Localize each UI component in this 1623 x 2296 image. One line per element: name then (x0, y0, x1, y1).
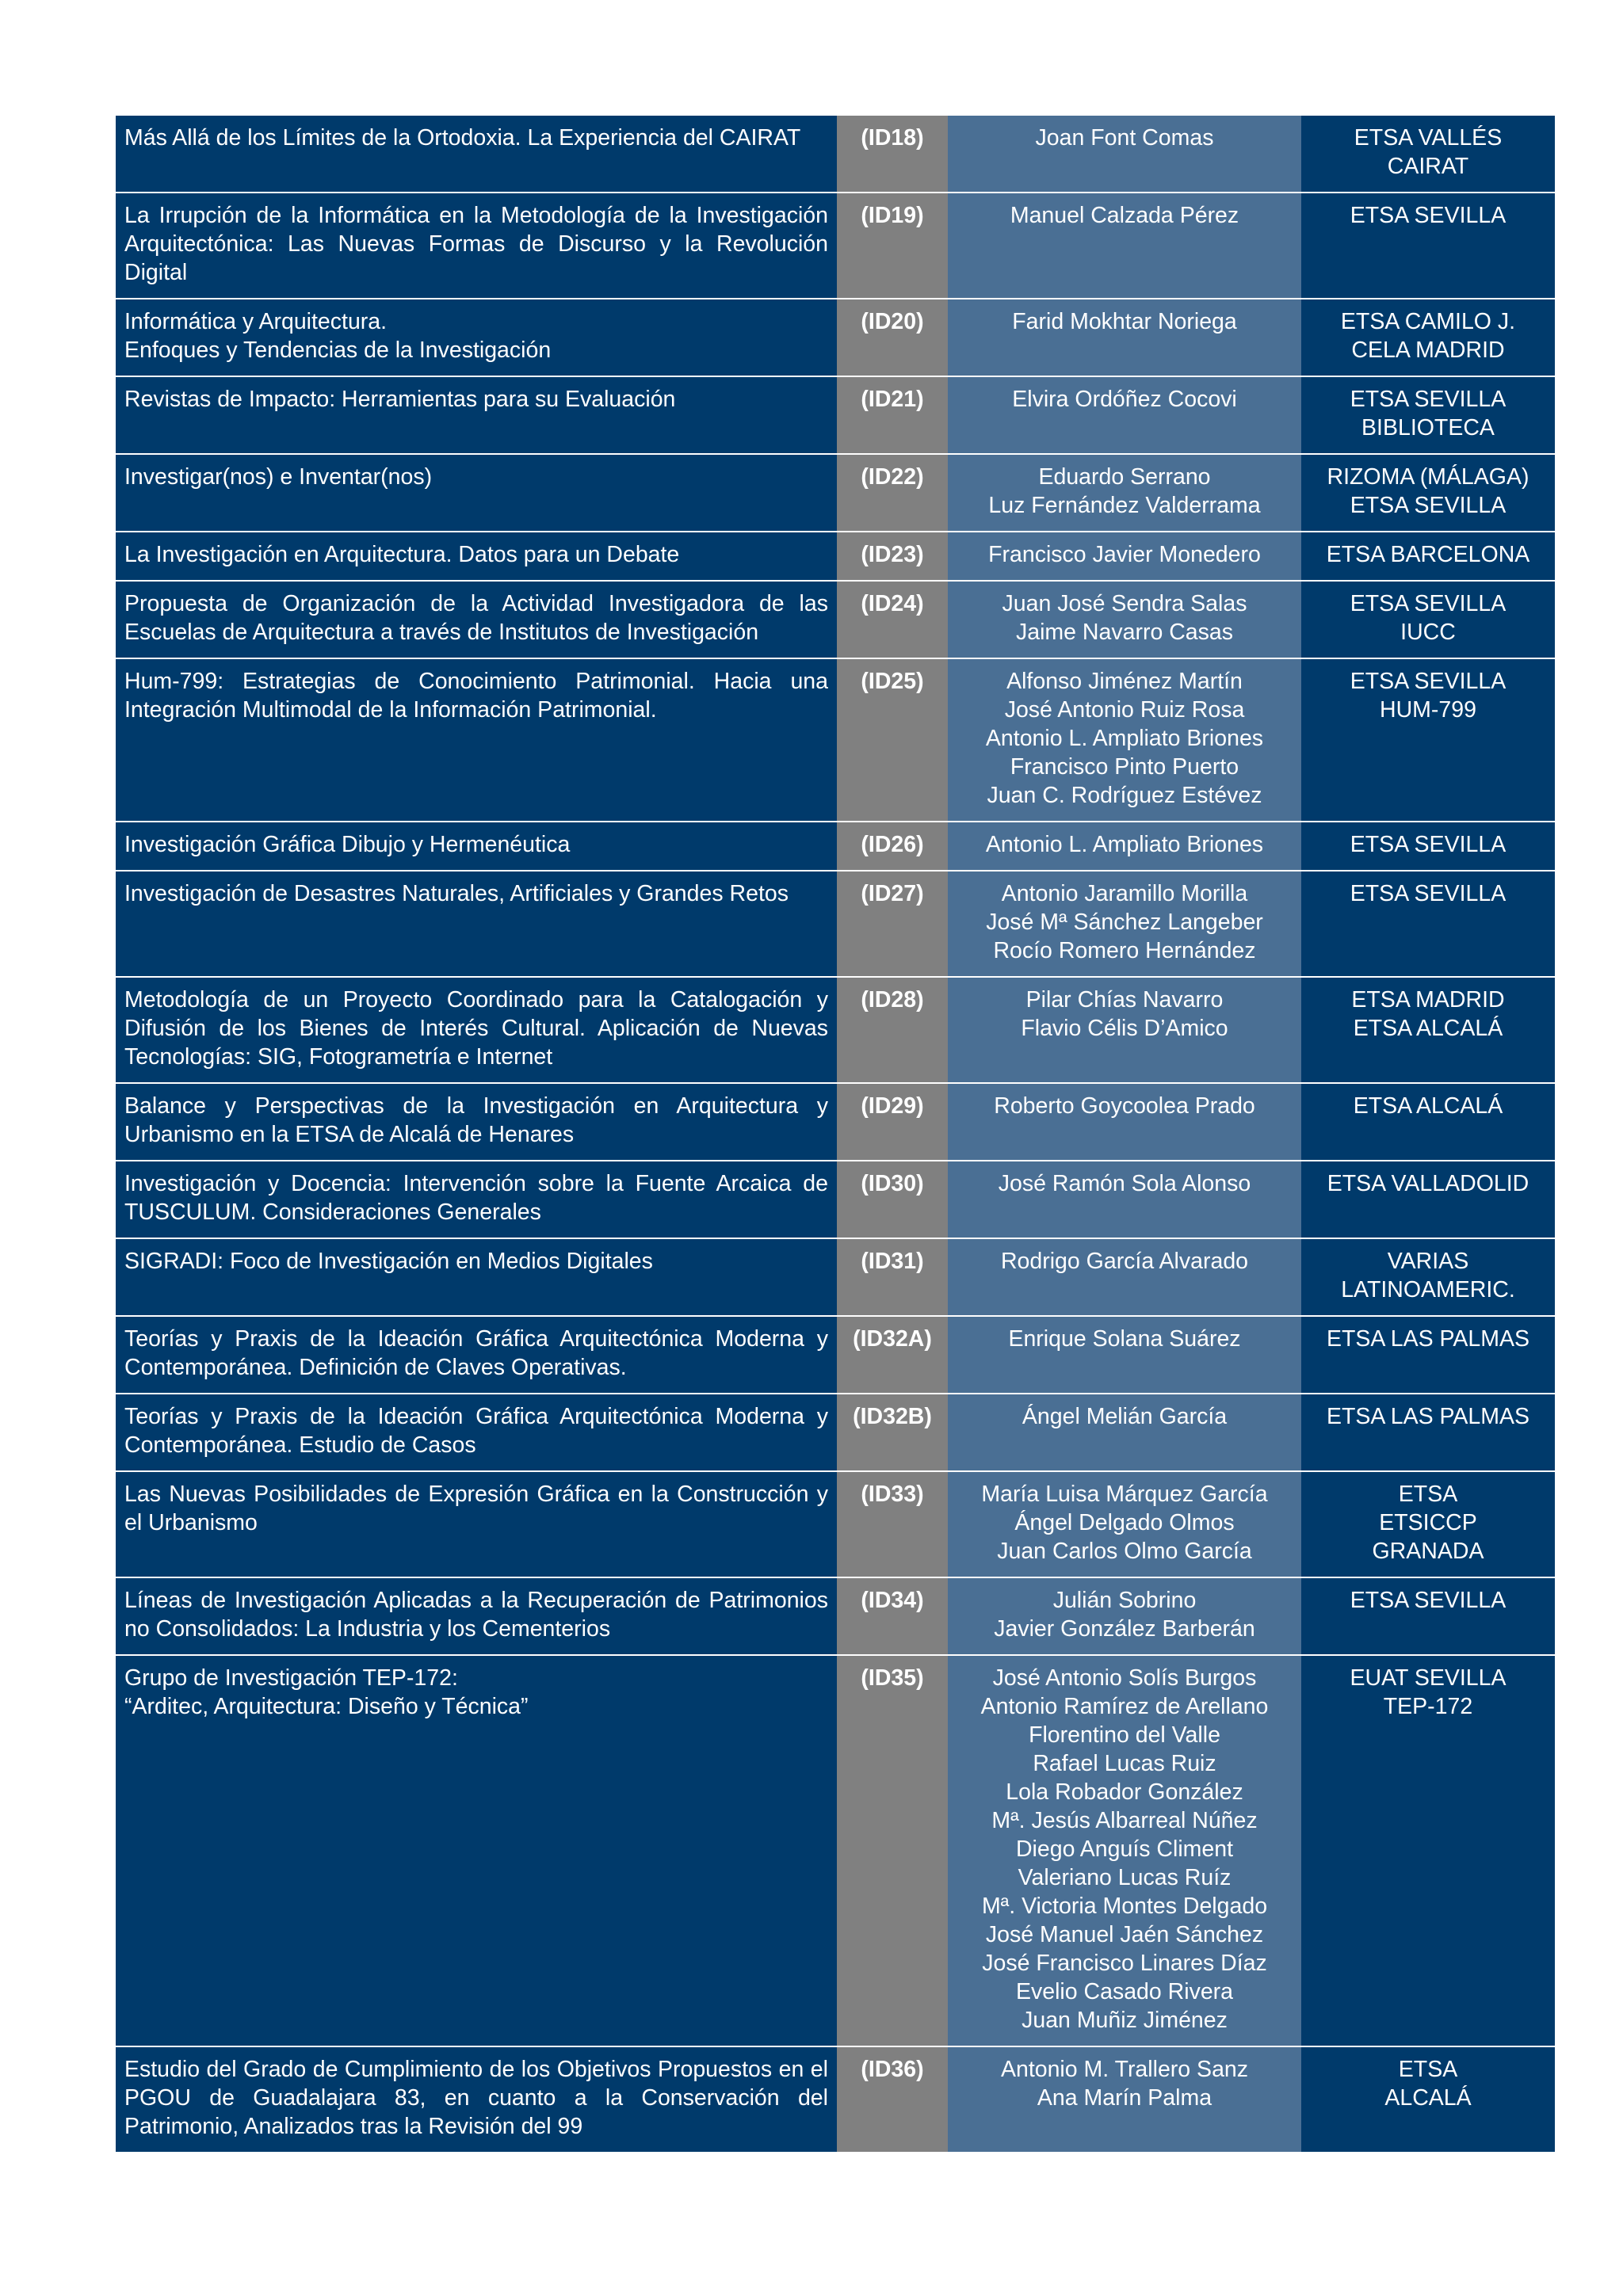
table-row (116, 2046, 1555, 2152)
author-name: José Manuel Jaén Sánchez (985, 1922, 1264, 1947)
table-row (116, 1161, 1555, 1238)
paper-school-cell (1301, 1316, 1555, 1394)
paper-title-cell (116, 532, 837, 581)
table-row (116, 871, 1555, 977)
paper-school-cell (1301, 658, 1555, 822)
paper-school-cell (1301, 1471, 1555, 1577)
author-name: Juan José Sendra Salas (1002, 591, 1247, 616)
school-name: ETSA ALCALÁ (1353, 1016, 1503, 1041)
author-name: Diego Anguís Climent (1015, 1836, 1234, 1862)
school-name: ETSA LAS PALMAS (1326, 1326, 1530, 1352)
school-name: LATINOAMERIC. (1341, 1277, 1515, 1302)
author-name: Antonio Jaramillo Morilla (1001, 881, 1248, 906)
paper-title-line: Teorías y Praxis de la Ideación Gráfica Arquitectónica Moderna y Contemporánea. Estudio de Casos (124, 1404, 828, 1458)
paper-id: (ID23) (861, 542, 924, 567)
paper-id: (ID19) (861, 203, 924, 228)
paper-title-line: SIGRADI: Foco de Investigación en Medios Digitales (124, 1249, 653, 1274)
paper-title-cell (116, 376, 837, 454)
paper-id-cell (837, 1316, 948, 1394)
paper-school-cell (1301, 116, 1555, 193)
paper-title-line: Propuesta de Organización de la Actividad Investigadora de las Escuelas de Arquitectura a través de Institutos de Investigación (124, 591, 828, 645)
paper-school-cell (1301, 1161, 1555, 1238)
author-name: María Luisa Márquez García (981, 1482, 1268, 1507)
author-name: Manuel Calzada Pérez (1010, 203, 1239, 228)
author-name: Alfonso Jiménez Martín (1006, 669, 1243, 694)
school-name: VARIAS (1387, 1249, 1469, 1274)
paper-id: (ID35) (861, 1665, 924, 1691)
paper-authors-cell (948, 1471, 1301, 1577)
table-row (116, 193, 1555, 299)
author-name: Joan Font Comas (1035, 125, 1214, 151)
paper-id: (ID30) (861, 1171, 924, 1196)
paper-authors-cell (948, 454, 1301, 532)
paper-id-cell (837, 822, 948, 871)
paper-title-line: Investigación y Docencia: Intervención sobre la Fuente Arcaica de TUSCULUM. Consideraciones Generales (124, 1171, 828, 1225)
table-row (116, 532, 1555, 581)
school-name: ETSA LAS PALMAS (1326, 1404, 1530, 1429)
paper-id-cell (837, 532, 948, 581)
paper-authors-cell (948, 977, 1301, 1083)
author-name: Antonio Ramírez de Arellano (980, 1694, 1269, 1719)
table-row (116, 116, 1555, 193)
paper-authors-cell (948, 658, 1301, 822)
author-name: Juan C. Rodríguez Estévez (987, 783, 1262, 808)
author-name: Rocío Romero Hernández (993, 938, 1256, 963)
author-name: Juan Carlos Olmo García (997, 1539, 1252, 1564)
paper-school-cell (1301, 581, 1555, 658)
paper-title-cell (116, 2046, 837, 2152)
paper-authors-cell (948, 1655, 1301, 2046)
paper-id-cell (837, 977, 948, 1083)
paper-school-cell (1301, 1655, 1555, 2046)
author-name: Jaime Navarro Casas (1015, 620, 1233, 645)
school-name: ETSA VALLÉS (1354, 125, 1503, 151)
paper-id-cell (837, 376, 948, 454)
table-row (116, 1655, 1555, 2046)
table-row (116, 1316, 1555, 1394)
author-name: Antonio L. Ampliato Briones (985, 832, 1264, 857)
author-name: Ana Marín Palma (1037, 2085, 1212, 2111)
paper-id-cell (837, 1655, 948, 2046)
paper-id: (ID32B) (853, 1404, 932, 1429)
author-name: Pilar Chías Navarro (1025, 987, 1224, 1013)
school-name: ETSA SEVILLA (1350, 387, 1507, 412)
paper-school-cell (1301, 376, 1555, 454)
paper-school-cell (1301, 1577, 1555, 1655)
paper-id: (ID31) (861, 1249, 924, 1274)
paper-authors-cell (948, 1083, 1301, 1161)
papers-table-body (116, 116, 1555, 2152)
paper-id: (ID25) (861, 669, 924, 694)
paper-authors-cell (948, 1316, 1301, 1394)
school-name: TEP-172 (1383, 1694, 1473, 1719)
paper-authors-cell (948, 1161, 1301, 1238)
paper-title-cell (116, 581, 837, 658)
paper-authors-cell (948, 581, 1301, 658)
paper-title-line: Informática y Arquitectura. (124, 309, 388, 334)
paper-id: (ID36) (861, 2057, 924, 2082)
paper-id-cell (837, 1161, 948, 1238)
author-name: José Ramón Sola Alonso (998, 1171, 1251, 1196)
paper-title-line: Balance y Perspectivas de la Investigación en Arquitectura y Urbanismo en la ETSA de Alcalá de Henares (124, 1093, 828, 1147)
school-name: ETSA SEVILLA (1350, 1588, 1507, 1613)
paper-school-cell (1301, 2046, 1555, 2152)
paper-title-line: Las Nuevas Posibilidades de Expresión Gráfica en la Construcción y el Urbanismo (124, 1482, 828, 1535)
school-name: ETSA (1398, 2057, 1458, 2082)
author-name: Elvira Ordóñez Cocovi (1012, 387, 1237, 412)
paper-school-cell (1301, 1394, 1555, 1471)
school-name: EUAT SEVILLA (1350, 1665, 1507, 1691)
paper-title-cell (116, 454, 837, 532)
author-name: Francisco Javier Monedero (988, 542, 1261, 567)
paper-id: (ID20) (861, 309, 924, 334)
school-name: ETSA CAMILO J. (1340, 309, 1516, 334)
paper-id: (ID21) (861, 387, 924, 412)
author-name: José Mª Sánchez Langeber (986, 910, 1263, 935)
paper-id-cell (837, 658, 948, 822)
school-name: RIZOMA (MÁLAGA) (1327, 464, 1529, 490)
paper-title-line: Hum-799: Estrategias de Conocimiento Patrimonial. Hacia una Integración Multimodal de la Información Patrimonial. (124, 669, 828, 723)
paper-title-cell (116, 1161, 837, 1238)
paper-title-line: Líneas de Investigación Aplicadas a la Recuperación de Patrimonios no Consolidados: La Industria y los Cementerios (124, 1588, 828, 1642)
table-row (116, 1083, 1555, 1161)
paper-id-cell (837, 1394, 948, 1471)
paper-id-cell (837, 871, 948, 977)
author-name: José Francisco Linares Díaz (982, 1951, 1267, 1976)
paper-id: (ID22) (861, 464, 924, 490)
school-name: ETSA (1398, 1482, 1458, 1507)
paper-id: (ID24) (861, 591, 924, 616)
paper-title-line: Investigación Gráfica Dibujo y Hermenéutica (124, 832, 571, 857)
table-row (116, 376, 1555, 454)
author-name: Mª. Victoria Montes Delgado (981, 1894, 1268, 1919)
paper-title-line: La Irrupción de la Informática en la Metodología de la Investigación Arquitectónica: Las Nuevas Formas de Discurso y la Revolución Digital (124, 203, 828, 285)
paper-id: (ID34) (861, 1588, 924, 1613)
author-name: José Antonio Ruiz Rosa (1004, 697, 1245, 723)
paper-authors-cell (948, 2046, 1301, 2152)
paper-school-cell (1301, 822, 1555, 871)
author-name: Antonio M. Trallero Sanz (1000, 2057, 1249, 2082)
paper-id-cell (837, 1083, 948, 1161)
school-name: ETSA SEVILLA (1350, 832, 1507, 857)
author-name: Rodrigo García Alvarado (1000, 1249, 1249, 1274)
table-row (116, 1238, 1555, 1316)
paper-title-cell (116, 822, 837, 871)
author-name: Francisco Pinto Puerto (1010, 754, 1239, 780)
papers-table (116, 116, 1555, 2152)
paper-title-line: Grupo de Investigación TEP-172: (124, 1665, 458, 1691)
paper-title-line: Estudio del Grado de Cumplimiento de los Objetivos Propuestos en el PGOU de Guadalajara 83, en cuanto a la Conservación del Patrimonio, Analizados tras la Revisión del 99 (124, 2057, 828, 2139)
paper-school-cell (1301, 532, 1555, 581)
author-name: Javier González Barberán (994, 1616, 1255, 1642)
paper-title-cell (116, 1394, 837, 1471)
school-name: IUCC (1400, 620, 1456, 645)
paper-title-cell (116, 1238, 837, 1316)
author-name: Florentino del Valle (1029, 1722, 1220, 1748)
author-name: Ángel Delgado Olmos (1014, 1510, 1235, 1535)
paper-title-line: Más Allá de los Límites de la Ortodoxia. La Experiencia del CAIRAT (124, 125, 801, 151)
school-name: ETSA VALLADOLID (1327, 1171, 1529, 1196)
school-name: CELA MADRID (1351, 338, 1505, 363)
paper-title-cell (116, 1316, 837, 1394)
school-name: ETSA SEVILLA (1350, 881, 1507, 906)
paper-id: (ID27) (861, 881, 924, 906)
paper-title-cell (116, 658, 837, 822)
paper-authors-cell (948, 1394, 1301, 1471)
school-name: ALCALÁ (1384, 2085, 1472, 2111)
paper-school-cell (1301, 299, 1555, 376)
paper-authors-cell (948, 299, 1301, 376)
table-row (116, 1471, 1555, 1577)
school-name: HUM-799 (1380, 697, 1476, 723)
paper-title-cell (116, 1655, 837, 2046)
paper-title-cell (116, 1577, 837, 1655)
table-row (116, 581, 1555, 658)
school-name: ETSICCP (1379, 1510, 1477, 1535)
table-row (116, 454, 1555, 532)
author-name: Evelio Casado Rivera (1015, 1979, 1234, 2004)
author-name: Ángel Melián García (1022, 1404, 1228, 1429)
school-name: CAIRAT (1387, 154, 1469, 179)
table-row (116, 977, 1555, 1083)
author-name: Juan Muñiz Jiménez (1022, 2008, 1228, 2033)
paper-authors-cell (948, 822, 1301, 871)
author-name: Valeriano Lucas Ruíz (1018, 1865, 1232, 1890)
paper-id-cell (837, 581, 948, 658)
school-name: GRANADA (1372, 1539, 1484, 1564)
author-name: Julián Sobrino (1052, 1588, 1197, 1613)
paper-title-line: Investigación de Desastres Naturales, Artificiales y Grandes Retos (124, 881, 789, 906)
author-name: Roberto Goycoolea Prado (994, 1093, 1255, 1119)
paper-title-line: Teorías y Praxis de la Ideación Gráfica Arquitectónica Moderna y Contemporánea. Definición de Claves Operativas. (124, 1326, 828, 1380)
school-name: ETSA ALCALÁ (1353, 1093, 1503, 1119)
paper-id-cell (837, 1471, 948, 1577)
paper-id: (ID18) (861, 125, 924, 151)
school-name: BIBLIOTECA (1361, 415, 1495, 441)
author-name: Luz Fernández Valderrama (988, 493, 1261, 518)
paper-school-cell (1301, 1083, 1555, 1161)
paper-id-cell (837, 1238, 948, 1316)
author-name: Enrique Solana Suárez (1008, 1326, 1241, 1352)
paper-title-line: Enfoques y Tendencias de la Investigación (124, 338, 552, 363)
paper-authors-cell (948, 193, 1301, 299)
paper-id-cell (837, 2046, 948, 2152)
paper-authors-cell (948, 532, 1301, 581)
paper-title-line: Investigar(nos) e Inventar(nos) (124, 464, 433, 490)
paper-id-cell (837, 1577, 948, 1655)
paper-id: (ID29) (861, 1093, 924, 1119)
paper-id-cell (837, 299, 948, 376)
paper-school-cell (1301, 1238, 1555, 1316)
paper-id: (ID26) (861, 832, 924, 857)
paper-school-cell (1301, 977, 1555, 1083)
paper-school-cell (1301, 454, 1555, 532)
school-name: ETSA SEVILLA (1350, 493, 1507, 518)
paper-id: (ID33) (861, 1482, 924, 1507)
paper-title-cell (116, 1083, 837, 1161)
table-row (116, 1577, 1555, 1655)
paper-title-cell (116, 977, 837, 1083)
paper-title-line: Metodología de un Proyecto Coordinado para la Catalogación y Difusión de los Bienes de Interés Cultural. Aplicación de Nuevas Tecnologías: SIG, Fotogrametría e Internet (124, 987, 828, 1070)
school-name: ETSA SEVILLA (1350, 669, 1507, 694)
paper-id: (ID28) (861, 987, 924, 1013)
paper-school-cell (1301, 193, 1555, 299)
paper-title-cell (116, 299, 837, 376)
paper-authors-cell (948, 871, 1301, 977)
author-name: Antonio L. Ampliato Briones (985, 726, 1264, 751)
paper-id-cell (837, 454, 948, 532)
paper-school-cell (1301, 871, 1555, 977)
paper-title-cell (116, 116, 837, 193)
author-name: Mª. Jesús Albarreal Núñez (991, 1808, 1258, 1833)
paper-title-cell (116, 1471, 837, 1577)
paper-title-cell (116, 871, 837, 977)
school-name: ETSA MADRID (1351, 987, 1505, 1013)
table-row (116, 658, 1555, 822)
table-row (116, 1394, 1555, 1471)
author-name: Lola Robador González (1006, 1779, 1243, 1805)
author-name: Eduardo Serrano (1038, 464, 1211, 490)
paper-title-line: Revistas de Impacto: Herramientas para su Evaluación (124, 387, 676, 412)
paper-title-line: La Investigación en Arquitectura. Datos para un Debate (124, 542, 680, 567)
school-name: ETSA BARCELONA (1326, 542, 1530, 567)
author-name: Rafael Lucas Ruiz (1033, 1751, 1216, 1776)
paper-id-cell (837, 193, 948, 299)
paper-title-cell (116, 193, 837, 299)
paper-authors-cell (948, 376, 1301, 454)
author-name: José Antonio Solís Burgos (992, 1665, 1257, 1691)
paper-authors-cell (948, 1577, 1301, 1655)
school-name: ETSA SEVILLA (1350, 591, 1507, 616)
table-row (116, 299, 1555, 376)
author-name: Farid Mokhtar Noriega (1012, 309, 1237, 334)
paper-authors-cell (948, 1238, 1301, 1316)
paper-id-cell (837, 116, 948, 193)
school-name: ETSA SEVILLA (1350, 203, 1507, 228)
paper-authors-cell (948, 116, 1301, 193)
paper-id: (ID32A) (853, 1326, 932, 1352)
paper-title-line: “Arditec, Arquitectura: Diseño y Técnica” (124, 1694, 529, 1719)
author-name: Flavio Célis D’Amico (1021, 1016, 1228, 1041)
table-row (116, 822, 1555, 871)
